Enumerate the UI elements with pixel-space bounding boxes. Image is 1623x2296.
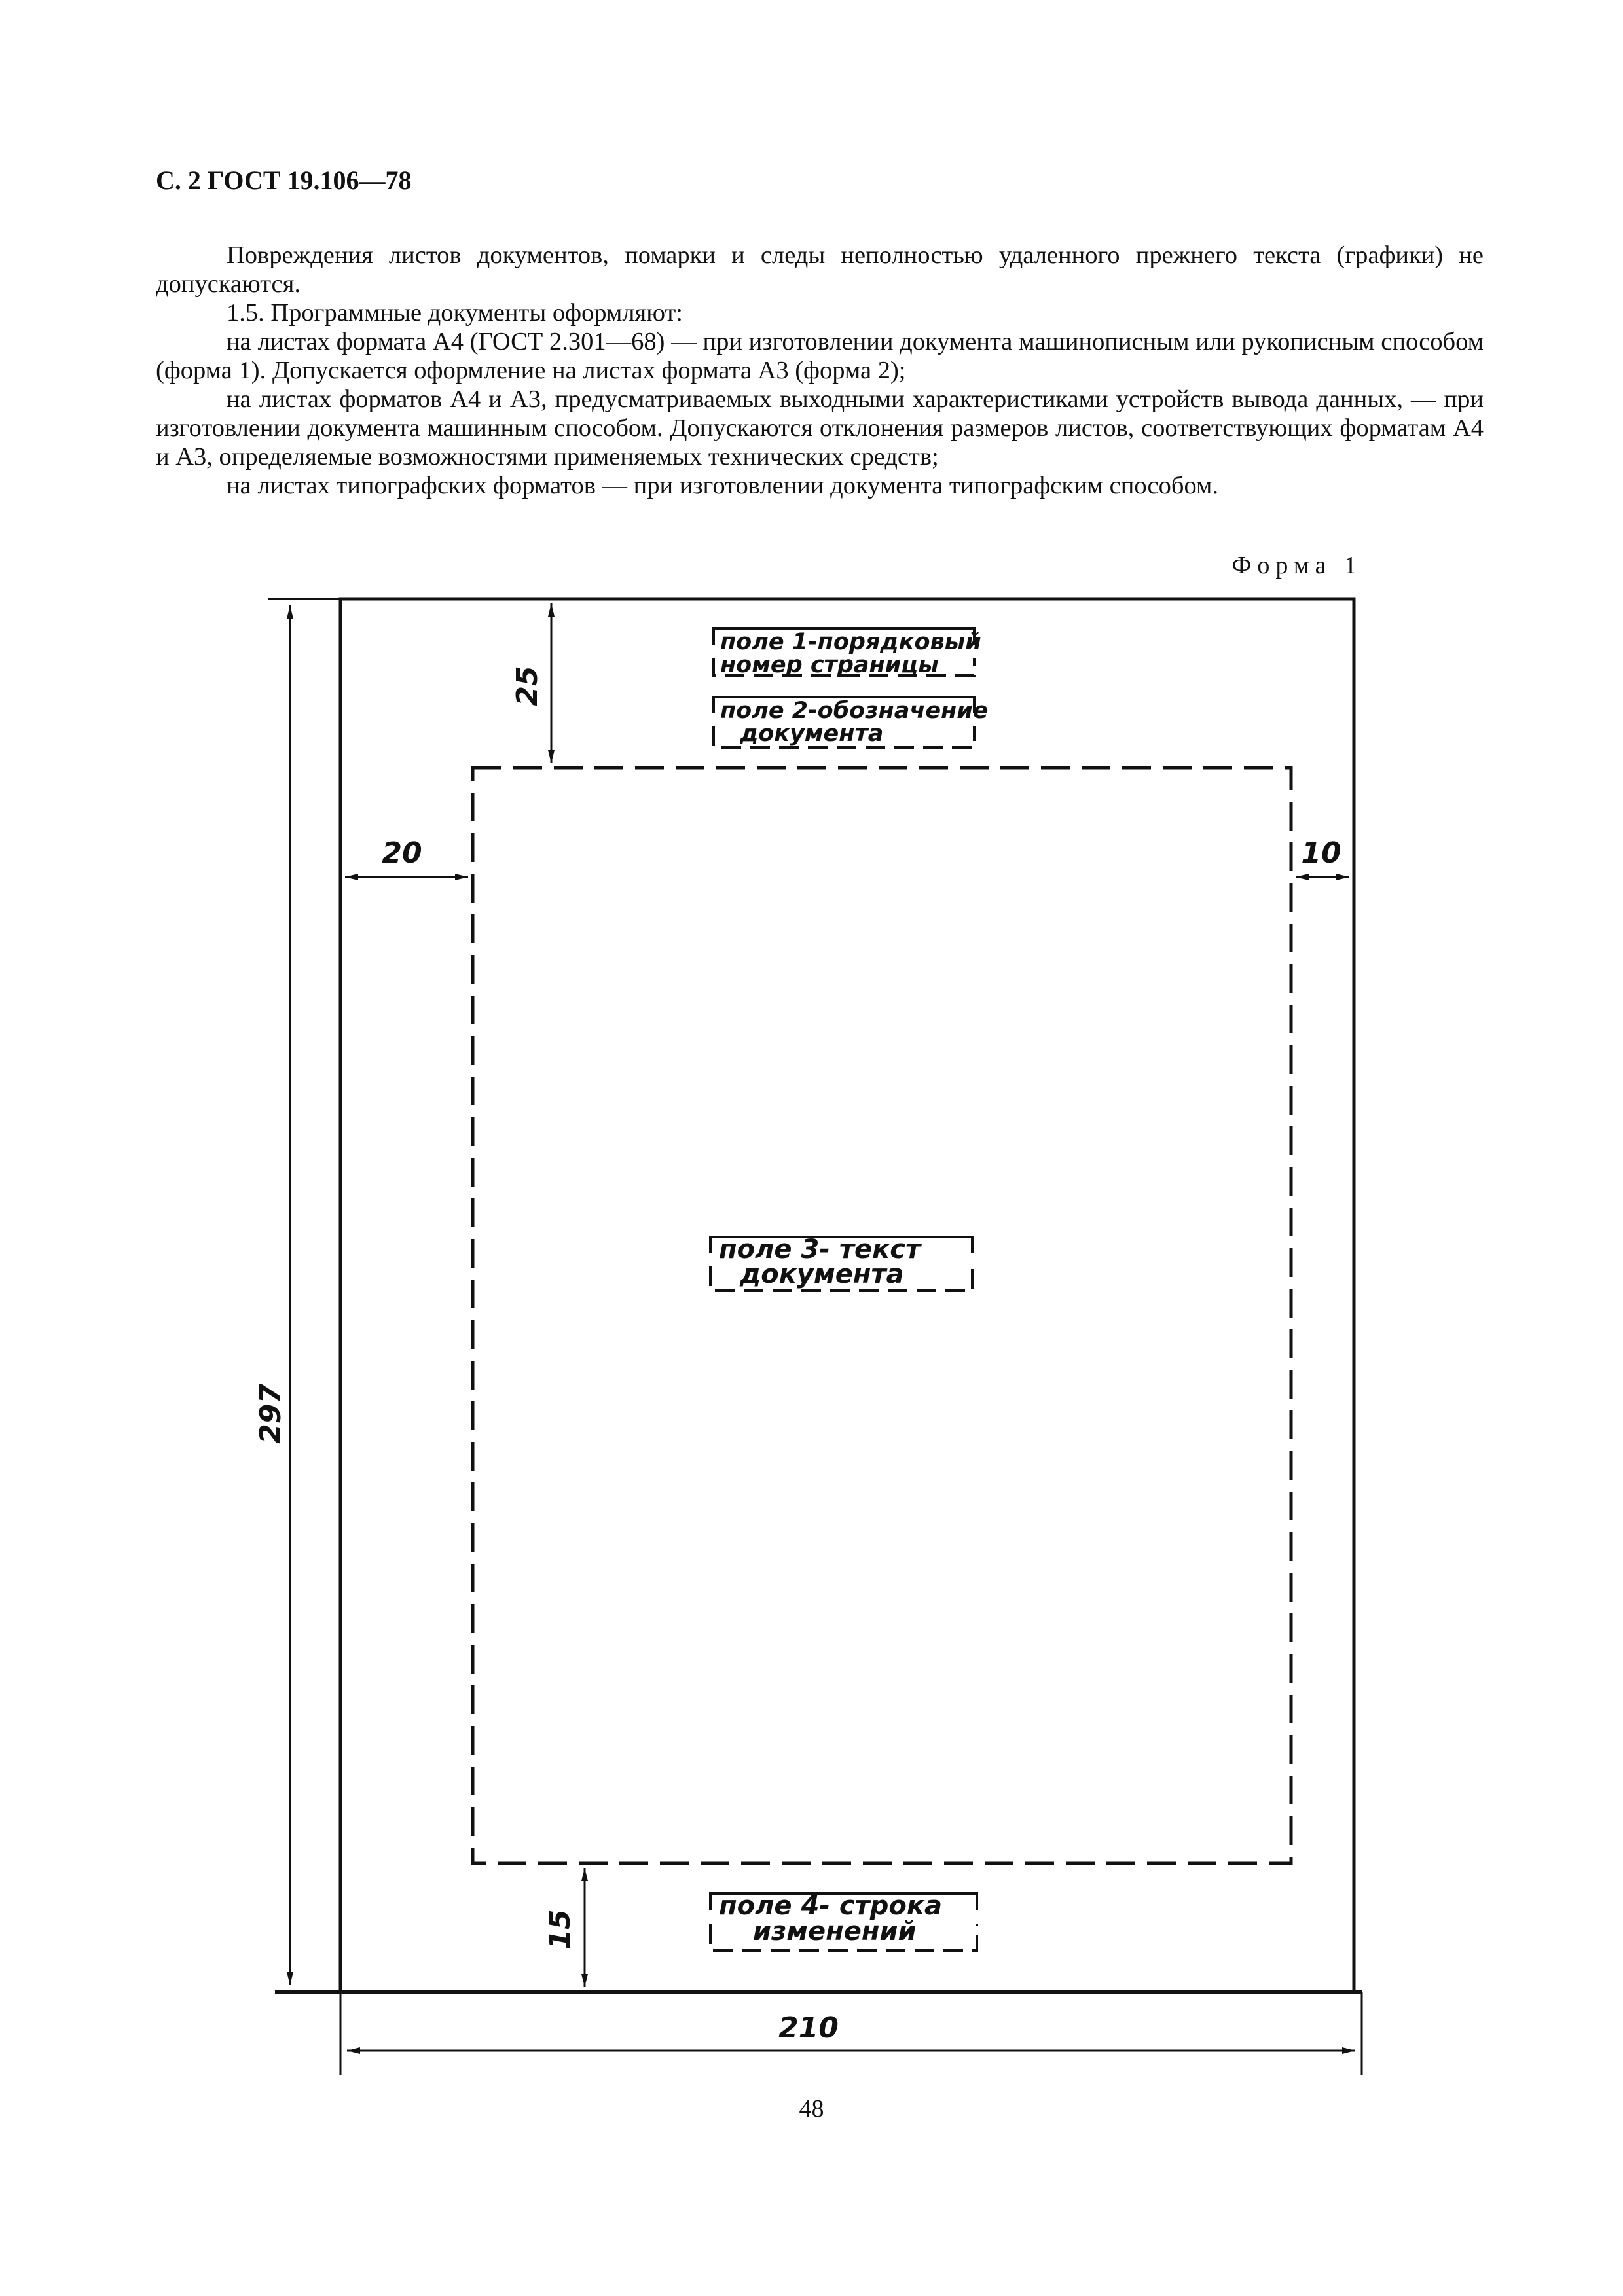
dimension-height-label: 297	[254, 1384, 287, 1444]
field-2-label-line1: поле 2-обозначение	[720, 698, 989, 724]
field-3-label-line1: поле 3- текст	[719, 1234, 921, 1265]
text-area-dashed	[473, 768, 1291, 1863]
sheet-outline	[340, 599, 1354, 1992]
page-number: 48	[799, 2095, 824, 2123]
page-header: С. 2 ГОСТ 19.106—78	[156, 166, 412, 195]
paragraph-3: на листах формата А4 (ГОСТ 2.301—68) — при изготовлении документа машинописным или рукописным способом (форма 1). Допускается оформление на листах формата А3 (форма 2);	[156, 328, 1484, 384]
dimension-bottom-margin-label: 15	[543, 1909, 577, 1950]
field-2-label-line2: документа	[740, 721, 884, 747]
field-2-box	[714, 697, 989, 747]
dimension-width-label: 210	[778, 2011, 839, 2045]
field-4-box	[710, 1891, 977, 1950]
field-1-label-line2: номер страницы	[720, 652, 939, 678]
dimension-top-margin-label: 25	[511, 666, 544, 706]
paragraph-1: Повреждения листов документов, помарки и следы неполностью удаленного прежнего текста (графики) не допускаются.	[156, 242, 1484, 298]
field-1-label-line1: поле 1-порядковый	[720, 629, 981, 655]
paragraph-5: на листах типографских форматов — при изготовлении документа типографским способом.	[227, 472, 1218, 499]
figure-caption: Форма 1	[1231, 552, 1362, 579]
field-4-label-line2: изменений	[753, 1916, 917, 1946]
field-4-label-line1: поле 4- строка	[719, 1891, 942, 1921]
field-3-box	[710, 1234, 972, 1291]
dimension-right-margin-label: 10	[1301, 836, 1341, 870]
paragraph-4: на листах форматов А4 и А3, предусматриваемых выходными характеристиками устройств вывода данных, — при изготовлении документа машинным способом. Допускаются отклонения размеров листов, соответствующих форматам А4 и А3, определяемые возможностями применяемых технических средств;	[156, 386, 1484, 471]
field-1-box	[714, 628, 981, 678]
dimension-left-margin-label: 20	[382, 836, 422, 870]
field-3-label-line2: документа	[740, 1259, 904, 1289]
paragraph-2: 1.5. Программные документы оформляют:	[227, 299, 684, 327]
